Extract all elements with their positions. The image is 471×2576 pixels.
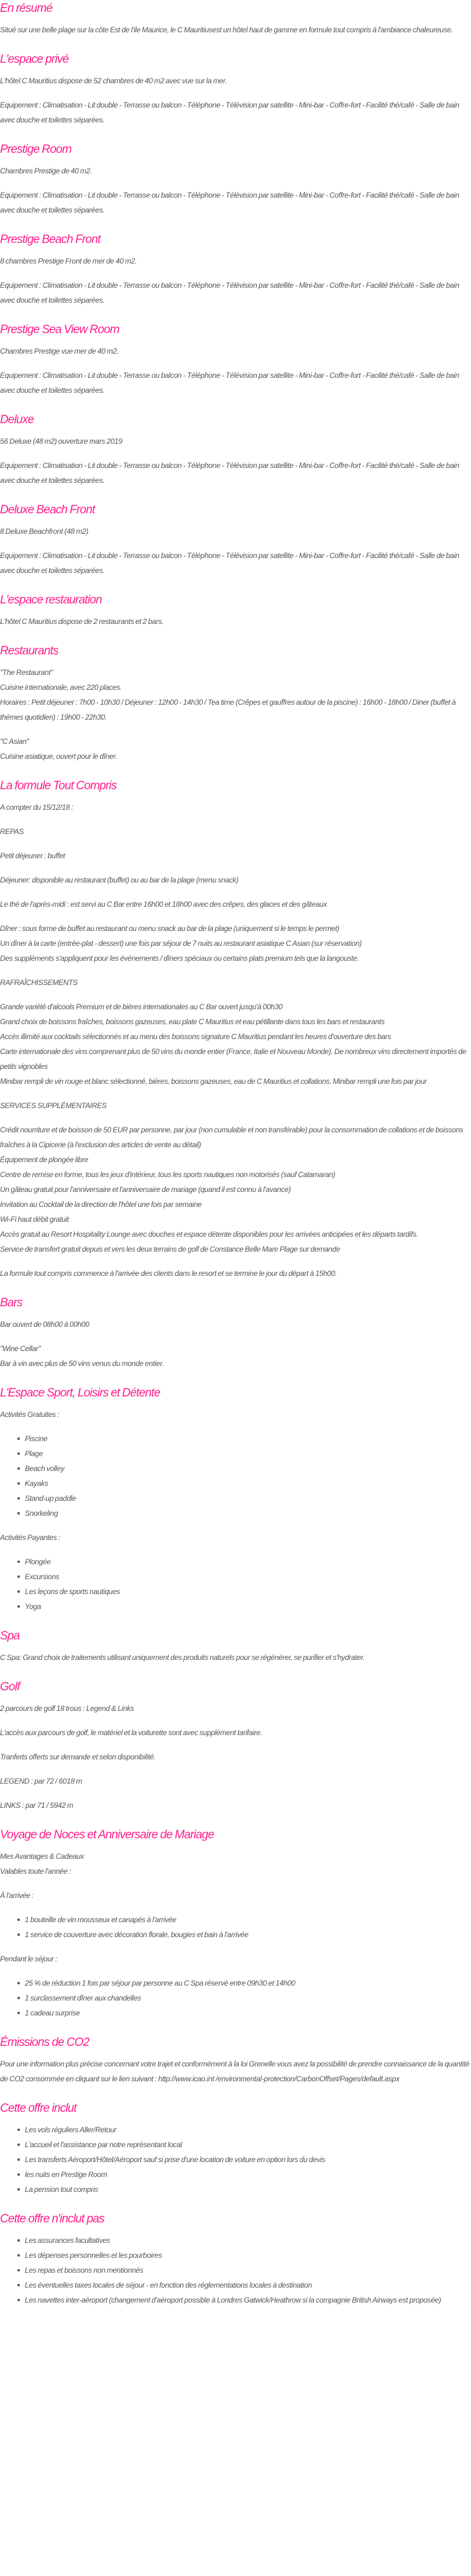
list-item: Beach volley [25,1461,471,1476]
restaurant-the-restaurant [0,665,471,725]
resume-text: Situé sur une belle plage sur la côte Est de l'ile Maurice, le C Mauritiusest un hôtel haut de gamme en formule tout compris à l'ambiance chaleureuse. [0,25,453,34]
section-title: Cette offre inclut [0,2102,76,2115]
service-line: Service de transfert gratuit depuis et vers les deux terrains de golf de Constance Belle Mare Plage sur demande [0,1245,341,1254]
tout-compris-closing: La formule tout compris commence à l'arrivée des clients dans le resort et se termine le jour du départ à 15h00. [0,1269,337,1278]
section-title: La formule Tout Compris [0,779,117,792]
room-title: Deluxe [0,413,34,426]
rafraichissement-line: Minibar rempli de vin rouge et blanc sélectionné, bières, boissons gazeuses, eau de C Mauritius et collations. Minibar rempli une fois par jour [0,1077,427,1086]
section-title: Voyage de Noces et Anniversaire de Mariage [0,1828,214,1841]
list-item: Excursions [25,1569,471,1584]
section-room-deluxe-beach-front [0,502,471,578]
list-item: 1 service de couverture avec décoration florale, bougies et bain à l'arrivée [25,1927,471,1942]
service-line: Un gâteau gratuit pour l'anniversaire et l'anniversaire de mariage (quand il est connu à l'avance) [0,1185,291,1194]
list-item: 25 % de réduction 1 fois par séjour par personne au C Spa réservé entre 09h30 et 14h00 [25,1976,471,1991]
service-line: Équipement de plongée libre [0,1155,88,1164]
list-item: Plongée [25,1554,471,1569]
golf-line: LINKS : par 71 / 5942 m [0,1801,73,1810]
noces-line: Mes Avantages & Cadeaux [0,1852,85,1861]
section-spa [0,1628,471,1665]
room-equipment: Equipement : Climatisation - Lit double - Terrasse ou balcon - Téléphone - Télévision par satellite - Mini-bar - Coffre-fort - Facilité thé/café - Salle de bain avec douche et toilettes séparées. [0,461,459,485]
room-description: Chambres Prestige vue mer de 40 m2. [0,347,119,355]
room-description: 8 Deluxe Beachfront (48 m2) [0,527,88,536]
petit-dejeuner: Petit déjeuner : buffet [0,851,65,860]
spa-text: C Spa: Grand choix de traitements utilisant uniquement des produits naturels pour se régénérer, se purifier et s'hydrater. [0,1653,365,1662]
room-description: 8 chambres Prestige Front de mer de 40 m2. [0,257,137,265]
section-title: Spa [0,1629,20,1643]
list-item: Yoga [25,1599,471,1614]
section-includes [0,2100,471,2197]
noces-line: Valables toute l'année : [0,1867,71,1876]
restaurant-hours: Horaires : Petit déjeuner : 7h00 - 10h30 / Déjeuner : 12h00 - 14h30 / Tea time (Crêpes et gauffres autour de la piscine) : 16h00 - 18h00 / Diner (buffet à thémes quotidien) : 19h00 - 22h30. [0,698,456,722]
section-room-deluxe [0,411,471,488]
diner-line: Des suppléments s'appliquent pour les événements / dîners spéciaux ou certains plats premium tels que la langouste. [0,954,359,963]
section-title: Bars [0,1296,22,1309]
list-item: les nuits en Prestige Room [25,2167,471,2182]
list-item: Snorkeling [25,1506,471,1521]
restaurant-name: "The Restaurant" [0,668,53,677]
room-title: Prestige Beach Front [0,233,101,246]
rafraichissements-label: RAFRAÎCHISSEMENTS [0,978,78,987]
repas-label: REPAS [0,827,24,836]
espace-prive-intro: L'hôtel C Mauritius dispose de 52 chambres de 40 m2 avec vue sur la mer. [0,76,227,85]
list-item: Les assurances facultatives [25,2233,471,2248]
room-equipment: Equipement : Climatisation - Lit double - Terrasse ou balcon - Téléphone - Télévision par satellite - Mini-bar - Coffre-fort - Facilité thé/café - Salle de bain avec douche et toilettes séparées. [0,191,459,214]
paid-activities-label: Activités Payantes : [0,1533,60,1542]
list-item: 1 cadeau surprise [25,2005,471,2020]
bar-name: "Wine Cellar" [0,1344,41,1353]
list-item: Les transferts Aéroport/Hôtel/Aéroport sauf si prise d'une location de voiture en option lors du devis [25,2152,471,2167]
arrival-list [0,1912,471,1942]
paid-activities-list [0,1554,471,1614]
list-item: Plage [25,1446,471,1461]
bar-hours: Bar ouvert de 08h00 à 00h00 [0,1320,89,1329]
list-item: Kayaks [25,1476,471,1491]
service-line: Wi-Fi haut débit gratuit [0,1215,69,1224]
golf-line: LEGEND : par 72 / 6018 m [0,1777,83,1785]
section-bars [0,1295,471,1371]
excludes-list [0,2233,471,2308]
room-equipment: Equipement : Climatisation - Lit double - Terrasse ou balcon - Téléphone - Télévision par satellite - Mini-bar - Coffre-fort - Facilité thé/café - Salle de bain avec douche et toilettes séparées. [0,281,459,305]
stay-label: Pendant le séjour : [0,1955,57,1963]
golf-line: Tranferts offerts sur demande et selon disponibilité. [0,1753,156,1761]
list-item: Les éventuelles taxes locales de séjour - en fonction des réglementations locales à destination [25,2278,471,2293]
rafraichissements-block [0,999,471,1089]
section-room-prestige-beach-front [0,231,471,308]
golf-line: L'accès aux parcours de golf, le matériel et la voiturette sont avec supplément tarifaire. [0,1728,262,1737]
room-description: 56 Deluxe (48 m2) ouverture mars 2019 [0,437,122,446]
list-item: L'accueil et l'assistance par notre représentant local [25,2137,471,2152]
section-co2 [0,2034,471,2086]
includes-list [0,2122,471,2197]
stay-list [0,1976,471,2020]
rafraichissement-line: Grande variété d'alcools Premium et de bières internationales au C Bar ouvert jusqu'à 00h30 [0,1002,283,1011]
section-title: L'espace restauration [0,594,102,607]
section-title: Émissions de CO2 [0,2036,89,2049]
list-item: Les leçons de sports nautiques [25,1584,471,1599]
service-line: Centre de remise en forme, tous les jeux d'intérieur, tous les sports nautiques non motorisés (sauf Catamaran) [0,1170,336,1179]
tout-compris-date: A compter du 15/12/18 : [0,803,73,812]
room-title: Deluxe Beach Front [0,503,95,516]
restauration-text: L'hôtel C Mauritius dispose de 2 restaurants et 2 bars. [0,617,164,626]
section-title: Restaurants [0,644,58,658]
section-espace-prive [0,51,471,127]
free-activities-list [0,1431,471,1521]
service-line: Invitation au Cocktail de la direction de l'hôtel une fois par semaine [0,1200,202,1209]
list-item: Piscine [25,1431,471,1446]
list-item: Les repas et boissons non mentionnés [25,2263,471,2278]
diner-block [0,921,471,966]
room-description: Chambres Prestige de 40 m2. [0,167,92,175]
room-title: Prestige Room [0,143,71,156]
list-item: La pension tout compris [25,2182,471,2197]
services-block [0,1122,471,1257]
restaurant-cuisine: Cuisine internationale, avec 220 places. [0,683,122,692]
list-item: 1 bouteille de vin mousseux et canapés à l'arrivée [25,1912,471,1927]
section-golf [0,1679,471,1813]
rafraichissement-line: Carte internationale des vins comprenant plus de 50 vins du monde entier (France, Italie et Nouveau Monde). De nombreux vins directement importés de petits vignobles [0,1047,467,1071]
restaurant-c-asian [0,734,471,764]
service-line: Crédit nourriture et de boisson de 50 EUR par personne, par jour (non cumulable et non transférable) pour la consommation de collations et de boissons fraîches à la Cipicerie (à l'exclusion des articles de vente au détail) [0,1125,464,1149]
list-item: Les vols réguliers Aller/Retour [25,2122,471,2137]
arrival-label: À l'arrivée : [0,1891,34,1900]
co2-text: Pour une information plus précise concernant votre trajet et conformément à la loi Grenelle vous avez la possibilité de prendre connaissance de la quantité de CO2 consommée en cliquant sur le lien suivant : http://www.icao.int /environmental-protection/CarbonOffset/Pages/default.aspx [0,2060,470,2083]
noces-intro [0,1849,471,1879]
diner-line: Dîner : sous forme de buffet au restaurant ou menu snack au bar de la plage (uniquement si le temps le permet) [0,924,339,933]
list-item: 1 surclassement dîner aux chandelles [25,1991,471,2005]
service-line: Accès gratuit au Resort Hospitality Lounge avec douches et espace détente disponibles pour les arrivées anticipées et les départs tardifs. [0,1230,418,1239]
espace-prive-equipment: Equipement : Climatisation - Lit double - Terrasse ou balcon - Téléphone - Télévision par satellite - Mini-bar - Coffre-fort - Facilité thé/café - Salle de bain avec douche et toilettes séparées. [0,101,459,124]
section-sport [0,1385,471,1614]
free-activities-label: Activités Gratuites : [0,1410,60,1419]
section-restaurants [0,643,471,764]
diner-line: Un dîner à la carte (entrée-plat - dessert) une fois par séjour de 7 nuits au restaurant asiatique C Asian (sur réservation) [0,939,362,948]
room-equipment: Equipement : Climatisation - Lit double - Terrasse ou balcon - Téléphone - Télévision par satellite - Mini-bar - Coffre-fort - Facilité thé/café - Salle de bain avec douche et toilettes séparées. [0,551,459,575]
list-item: Stand-up paddle [25,1491,471,1506]
section-restauration [0,592,471,629]
rafraichissement-line: Accès illimité aux cocktails sélectionnés et au menu des boissons signature C Mauritius pendant les heures d'ouverture des bars [0,1032,391,1041]
rafraichissement-line: Grand choix de boissons fraîches, boissons gazeuses, eau plate C Mauritius et eau pétillante dans tous les bars et restaurants [0,1017,385,1026]
services-label: SERVICES SUPPLÉMENTAIRES [0,1101,107,1110]
section-tout-compris [0,777,471,1281]
section-noces [0,1827,471,2020]
section-room-prestige-sea-view [0,321,471,398]
the-apres-midi: Le thé de l'après-midi : est servi au C Bar entre 16h00 et 18h00 avec des crêpes, des glaces et des gâteaux [0,900,327,909]
section-title: En résumé [0,2,53,15]
section-room-prestige [0,141,471,218]
bar-wine-cellar [0,1341,471,1371]
section-title: Golf [0,1680,20,1694]
room-title: Prestige Sea View Room [0,323,119,336]
list-item: Les navettes inter-aéroport (changement d'aéroport possible à Londres Gatwick/Heathrow si la compagnie British Airways est proposée) [25,2293,471,2308]
section-title: Cette offre n'inclut pas [0,2212,104,2225]
room-equipment: Equipement : Climatisation - Lit double - Terrasse ou balcon - Téléphone - Télévision par satellite - Mini-bar - Coffre-fort - Facilité thé/café - Salle de bain avec douche et toilettes séparées. [0,371,459,395]
list-item: Les dépenses personnelles et les pourboires [25,2248,471,2263]
section-excludes [0,2211,471,2308]
restaurant-name: "C Asian" [0,737,29,746]
restaurant-cuisine: Cuisine asiatique, ouvert pour le dîner. [0,752,117,761]
golf-line: 2 parcours de golf 18 trous : Legend & Links [0,1704,134,1713]
section-title: L'Espace Sport, Loisirs et Détente [0,1387,160,1400]
section-title: L'espace privé [0,53,69,66]
dejeuner: Déjeuner: disponible au restaurant (buffet) ou au bar de la plage (menu snack) [0,876,239,884]
section-resume [0,0,471,37]
bar-description: Bar à vin avec plus de 50 vins venus du monde entier. [0,1359,164,1368]
